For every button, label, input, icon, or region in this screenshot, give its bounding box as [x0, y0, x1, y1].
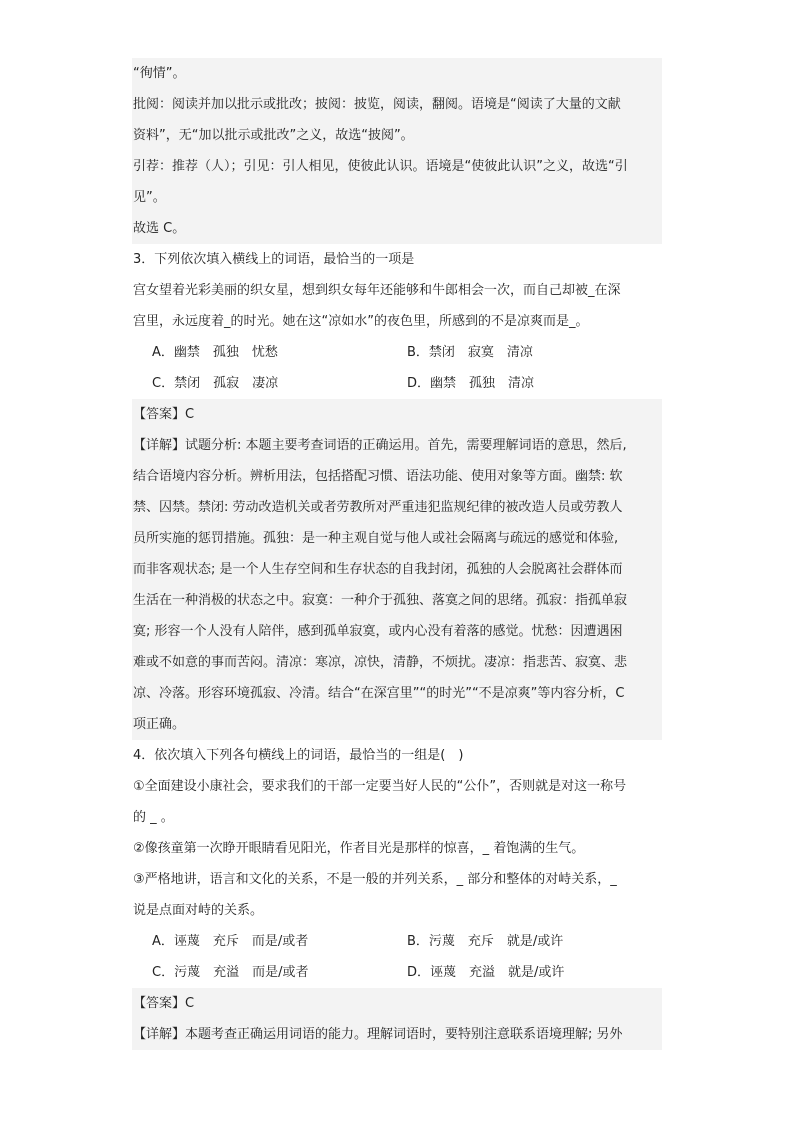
- analysis-line: 【详解】试题分析: 本题主要考查词语的正确运用。首先，需要理解词语的意思，然后,: [133, 438, 627, 453]
- analysis-line: 生活在一种消极的状态之中。寂寞：一种介于孤独、落寞之间的思绪。孤寂：指孤单寂: [133, 593, 628, 608]
- text-line: “徇情”。: [133, 66, 186, 81]
- text-line: 见”。: [133, 190, 166, 205]
- options-row: [132, 337, 662, 368]
- analysis-line: 寞; 形容一个人没有人陪伴，感到孤单寂寞，或内心没有着落的感觉。忧愁：因遭遇困: [133, 624, 623, 639]
- options-row: [132, 957, 662, 988]
- option-d: D．诬蔑 充溢 就是/或许: [407, 965, 565, 980]
- question-stem: 3．下列依次填入横线上的词语，最恰当的一项是: [133, 252, 415, 267]
- option-c: C．禁闭 孤寂 凄凉: [152, 376, 279, 391]
- question-text-line: ②像孩童第一次睁开眼睛看见阳光，作者目光是那样的惊喜，_ 着饱满的生气。: [133, 841, 585, 856]
- options-row: [132, 926, 662, 957]
- answer-line: 【答案】C: [133, 407, 195, 422]
- options-row: [132, 368, 662, 399]
- analysis-line: 【详解】本题考查正确运用词语的能力。理解词语时，要特别注意联系语境理解; 另外: [133, 1027, 623, 1042]
- analysis-line: 而非客观状态; 是一个人生存空间和生存状态的自我封闭，孤独的人会脱离社会群体而: [133, 562, 623, 577]
- question-text-line: 的 _ 。: [133, 810, 174, 825]
- option-a: A．诬蔑 充斥 而是/或者: [152, 934, 309, 949]
- analysis-line: 员所实施的惩罚措施。孤独：是一种主观自觉与他人或社会隔离与疏远的感觉和体验,: [133, 531, 619, 546]
- answer-block: [132, 399, 662, 740]
- option-b: B．禁闭 寂寞 清凉: [407, 345, 533, 360]
- analysis-line: 禁、囚禁。禁闭: 劳动改造机关或者劳教所对严重违犯监规纪律的被改造人员或劳教人: [133, 500, 623, 515]
- question-text-line: 宫女望着光彩美丽的织女星，想到织女每年还能够和牛郎相会一次，而自己却被_在深: [133, 283, 621, 298]
- text-line: 批阅：阅读并加以批示或批改；披阅：披览，阅读，翻阅。语境是“阅读了大量的文献: [133, 97, 621, 112]
- answer-line: 【答案】C: [133, 996, 195, 1011]
- question-text-line: 宫里，永远度着_的时光。她在这“凉如水”的夜色里，所感到的不是凉爽而是_。: [133, 314, 589, 329]
- question-text-line: 说是点面对峙的关系。: [133, 903, 264, 918]
- text-line: 引荐：推荐（人）；引见：引人相见，使彼此认识。语境是“使彼此认识”之义，故选“引: [133, 159, 628, 174]
- option-b: B．污蔑 充斥 就是/或许: [407, 934, 564, 949]
- analysis-line: 项正确。: [133, 717, 186, 732]
- analysis-line: 凉、冷落。形容环境孤寂、冷清。结合“在深宫里”“的时光”“不是凉爽”等内容分析，C: [133, 686, 625, 701]
- option-a: A．幽禁 孤独 忧愁: [152, 345, 278, 360]
- text-line: 资料”，无“加以批示或批改”之义，故选“披阅”。: [133, 128, 414, 143]
- document-page: [132, 58, 662, 1050]
- question-text-line: ③严格地讲，语言和文化的关系，不是一般的并列关系，_ 部分和整体的对峙关系，_: [133, 872, 617, 887]
- question-text-line: ①全面建设小康社会，要求我们的干部一定要当好人民的“公仆”，否则就是对这一称号: [133, 779, 627, 794]
- analysis-line: 难或不如意的事而苦闷。清凉：寒凉，凉快，清静，不烦扰。凄凉：指悲苦、寂寞、悲: [133, 655, 628, 670]
- previous-analysis-block: [132, 58, 662, 244]
- analysis-line: 结合语境内容分析。辨析用法，包括搭配习惯、语法功能、使用对象等方面。幽禁: 软: [133, 469, 623, 484]
- option-d: D．幽禁 孤独 清凉: [407, 376, 535, 391]
- question-stem: 4．依次填入下列各句横线上的词语，最恰当的一组是( ): [133, 748, 464, 763]
- answer-block: [132, 988, 662, 1050]
- question-4: [132, 740, 662, 1050]
- text-line: 故选 C。: [133, 221, 186, 236]
- option-c: C．污蔑 充溢 而是/或者: [152, 965, 309, 980]
- question-3: [132, 244, 662, 740]
